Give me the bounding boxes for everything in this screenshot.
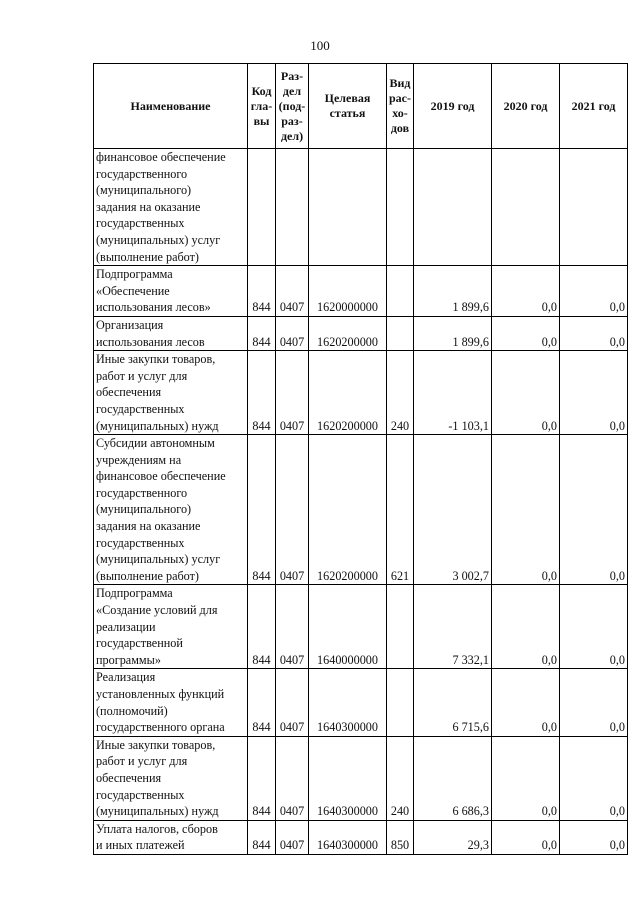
cell-2021: 0,0 — [560, 669, 628, 736]
cell-section: 0407 — [276, 435, 309, 585]
cell-name: Организация использования лесов — [94, 316, 248, 350]
cell-target: 1640300000 — [309, 736, 387, 820]
table-row — [94, 669, 628, 736]
cell-name: Иные закупки товаров, работ и услуг для обеспечения государственных (муниципальных) нужд — [94, 736, 248, 820]
cell-2021: 0,0 — [560, 585, 628, 669]
cell-name: Подпрограмма «Создание условий для реализации государственной программы» — [94, 585, 248, 669]
col-header-code: Код гла- вы — [248, 64, 276, 149]
table-row — [94, 820, 628, 854]
cell-target: 1640300000 — [309, 669, 387, 736]
cell-type — [387, 316, 414, 350]
cell-section: 0407 — [276, 736, 309, 820]
table-row — [94, 316, 628, 350]
cell-target — [309, 149, 387, 266]
cell-type — [387, 669, 414, 736]
budget-table — [93, 63, 628, 855]
cell-target: 1620200000 — [309, 435, 387, 585]
cell-2019: 29,3 — [414, 820, 492, 854]
cell-2019: 6 715,6 — [414, 669, 492, 736]
cell-section: 0407 — [276, 351, 309, 435]
col-header-2020: 2020 год — [492, 64, 560, 149]
cell-2019: 6 686,3 — [414, 736, 492, 820]
cell-2020: 0,0 — [492, 266, 560, 317]
cell-section — [276, 149, 309, 266]
cell-2019 — [414, 149, 492, 266]
cell-2021: 0,0 — [560, 266, 628, 317]
cell-2020: 0,0 — [492, 316, 560, 350]
cell-2021: 0,0 — [560, 351, 628, 435]
cell-section: 0407 — [276, 266, 309, 317]
cell-section: 0407 — [276, 820, 309, 854]
cell-2019: 3 002,7 — [414, 435, 492, 585]
col-header-type: Вид рас- хо- дов — [387, 64, 414, 149]
cell-name: финансовое обеспечение государственного (муниципального) задания на оказание государственных (муниципальных) услуг (выполнение работ) — [94, 149, 248, 266]
col-header-section: Раз- дел (под- раз- дел) — [276, 64, 309, 149]
cell-target: 1620200000 — [309, 316, 387, 350]
cell-2020: 0,0 — [492, 820, 560, 854]
cell-section: 0407 — [276, 585, 309, 669]
cell-code: 844 — [248, 820, 276, 854]
cell-code: 844 — [248, 736, 276, 820]
cell-code — [248, 149, 276, 266]
table-header-row — [94, 64, 628, 149]
cell-name: Субсидии автономным учреждениям на финансовое обеспечение государственного (муниципального) задания на оказание государственных (муниципальных) услуг (выполнение работ) — [94, 435, 248, 585]
cell-2020: 0,0 — [492, 351, 560, 435]
cell-2019: 1 899,6 — [414, 266, 492, 317]
table-row — [94, 266, 628, 317]
cell-2021: 0,0 — [560, 820, 628, 854]
cell-type: 240 — [387, 351, 414, 435]
cell-name: Уплата налогов, сборов и иных платежей — [94, 820, 248, 854]
cell-code: 844 — [248, 585, 276, 669]
cell-2020: 0,0 — [492, 669, 560, 736]
table-row — [94, 435, 628, 585]
col-header-name: Наименование — [94, 64, 248, 149]
cell-2021 — [560, 149, 628, 266]
cell-2021: 0,0 — [560, 435, 628, 585]
cell-code: 844 — [248, 435, 276, 585]
table-row — [94, 585, 628, 669]
cell-2020: 0,0 — [492, 736, 560, 820]
cell-2020: 0,0 — [492, 435, 560, 585]
cell-2020 — [492, 149, 560, 266]
cell-code: 844 — [248, 669, 276, 736]
cell-2021: 0,0 — [560, 316, 628, 350]
cell-target: 1640000000 — [309, 585, 387, 669]
cell-2019: -1 103,1 — [414, 351, 492, 435]
cell-2019: 7 332,1 — [414, 585, 492, 669]
cell-code: 844 — [248, 266, 276, 317]
cell-2020: 0,0 — [492, 585, 560, 669]
cell-type: 621 — [387, 435, 414, 585]
table-row — [94, 351, 628, 435]
cell-type — [387, 149, 414, 266]
cell-type: 240 — [387, 736, 414, 820]
cell-target: 1640300000 — [309, 820, 387, 854]
cell-target: 1620000000 — [309, 266, 387, 317]
cell-name: Иные закупки товаров, работ и услуг для обеспечения государственных (муниципальных) нужд — [94, 351, 248, 435]
cell-type — [387, 266, 414, 317]
table-row — [94, 149, 628, 266]
cell-2021: 0,0 — [560, 736, 628, 820]
cell-2019: 1 899,6 — [414, 316, 492, 350]
cell-section: 0407 — [276, 316, 309, 350]
cell-target: 1620200000 — [309, 351, 387, 435]
cell-name: Реализация установленных функций (полномочий) государственного органа — [94, 669, 248, 736]
col-header-2019: 2019 год — [414, 64, 492, 149]
cell-type: 850 — [387, 820, 414, 854]
cell-code: 844 — [248, 351, 276, 435]
col-header-target: Целевая статья — [309, 64, 387, 149]
table-row — [94, 736, 628, 820]
cell-code: 844 — [248, 316, 276, 350]
cell-section: 0407 — [276, 669, 309, 736]
page-number: 100 — [310, 38, 330, 53]
cell-name: Подпрограмма «Обеспечение использования лесов» — [94, 266, 248, 317]
cell-type — [387, 585, 414, 669]
col-header-2021: 2021 год — [560, 64, 628, 149]
